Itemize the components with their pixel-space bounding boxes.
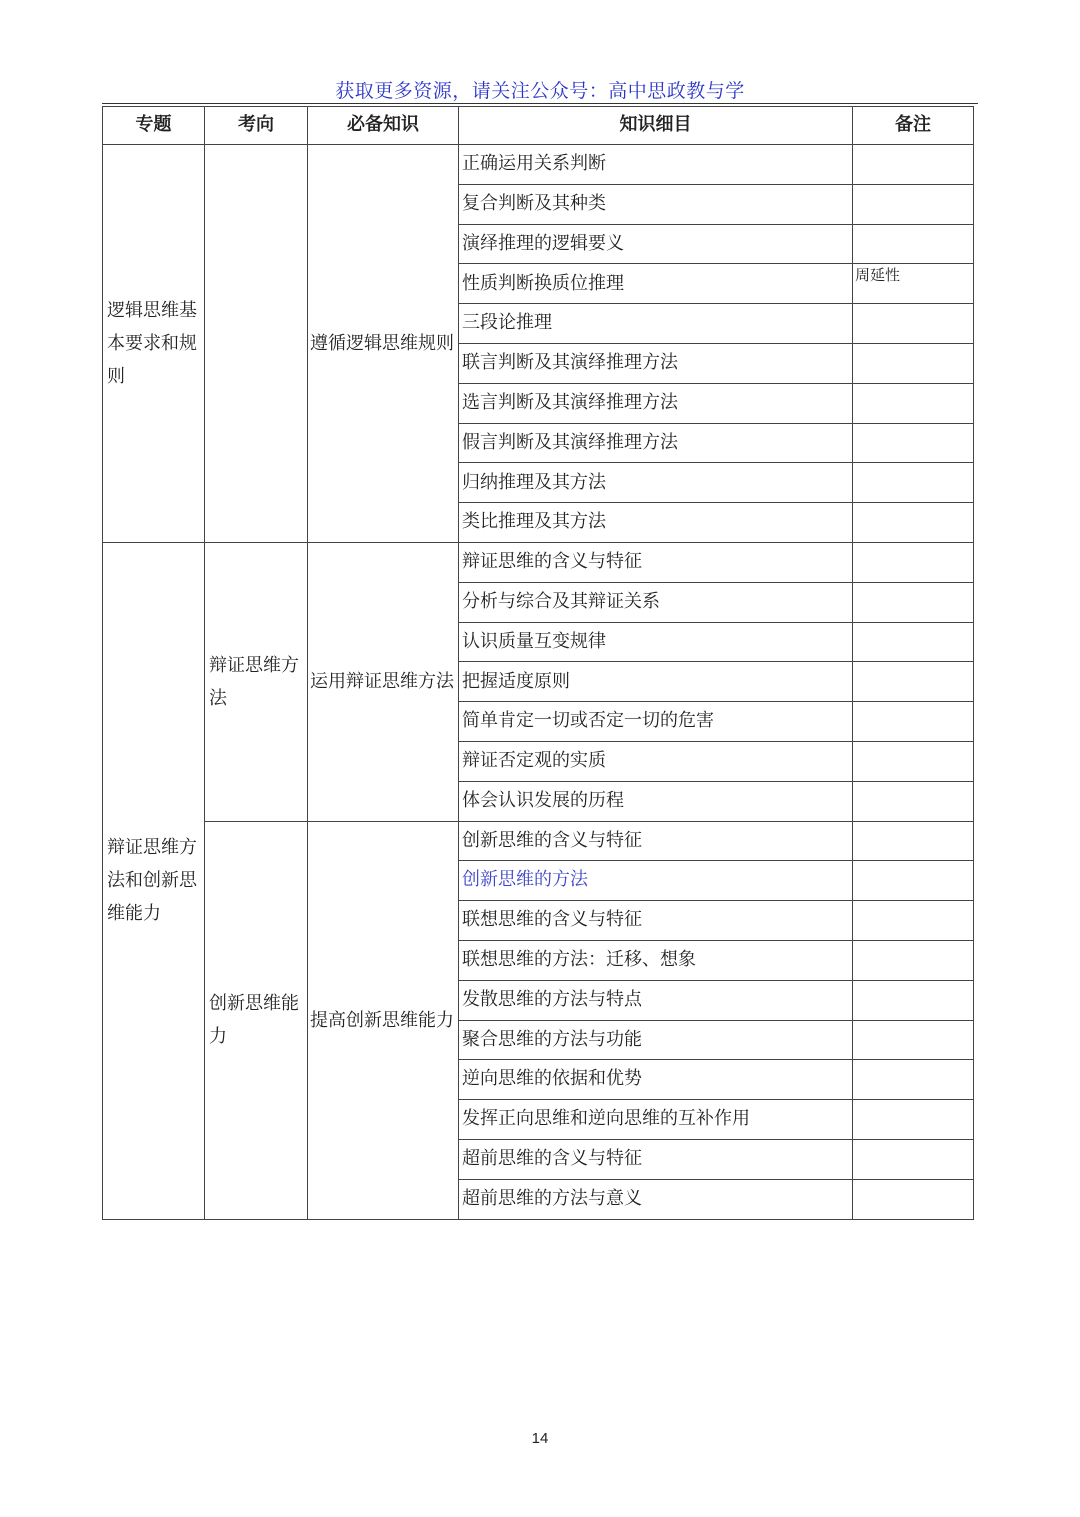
detail-cell: 三段论推理 — [459, 304, 853, 344]
detail-cell: 发散思维的方法与特点 — [459, 980, 853, 1020]
header-divider — [102, 103, 978, 104]
detail-cell: 联想思维的方法：迁移、想象 — [459, 940, 853, 980]
detail-cell: 超前思维的含义与特征 — [459, 1139, 853, 1179]
table-header-row — [103, 107, 974, 145]
note-cell — [853, 343, 974, 383]
knowledge-cell-innovation: 提高创新思维能力 — [308, 821, 459, 1219]
knowledge-table — [102, 106, 974, 1220]
note-cell — [853, 463, 974, 503]
note-cell — [853, 980, 974, 1020]
table-row — [103, 145, 974, 185]
detail-cell: 复合判断及其种类 — [459, 184, 853, 224]
knowledge-cell-dialectic: 运用辩证思维方法 — [308, 542, 459, 821]
note-cell — [853, 702, 974, 742]
detail-cell: 简单肯定一切或否定一切的危害 — [459, 702, 853, 742]
note-cell — [853, 940, 974, 980]
topic-cell-dialectic-innovation: 辩证思维方法和创新思维能力 — [103, 542, 205, 1219]
detail-cell: 演绎推理的逻辑要义 — [459, 224, 853, 264]
note-cell — [853, 423, 974, 463]
note-cell — [853, 1179, 974, 1219]
column-header-knowledge: 必备知识 — [308, 107, 459, 145]
detail-cell: 联想思维的含义与特征 — [459, 901, 853, 941]
note-cell-zhouyanxing: 周延性 — [853, 264, 974, 304]
note-cell — [853, 542, 974, 582]
header-notice: 获取更多资源，请关注公众号：高中思政教与学 — [335, 80, 745, 102]
knowledge-cell-logic: 遵循逻辑思维规则 — [308, 145, 459, 543]
note-cell — [853, 304, 974, 344]
direction-cell-logic — [205, 145, 308, 543]
detail-cell: 选言判断及其演绎推理方法 — [459, 383, 853, 423]
column-header-direction: 考向 — [205, 107, 308, 145]
detail-cell: 类比推理及其方法 — [459, 503, 853, 543]
detail-cell: 辩证思维的含义与特征 — [459, 542, 853, 582]
page-number: 14 — [531, 1430, 549, 1447]
column-header-detail: 知识细目 — [459, 107, 853, 145]
note-cell — [853, 383, 974, 423]
detail-cell: 假言判断及其演绎推理方法 — [459, 423, 853, 463]
direction-cell-innovation: 创新思维能力 — [205, 821, 308, 1219]
note-cell — [853, 1139, 974, 1179]
note-cell — [853, 821, 974, 861]
note-cell — [853, 582, 974, 622]
detail-cell: 分析与综合及其辩证关系 — [459, 582, 853, 622]
column-header-topic: 专题 — [103, 107, 205, 145]
detail-cell: 联言判断及其演绎推理方法 — [459, 343, 853, 383]
note-cell — [853, 145, 974, 185]
detail-cell: 体会认识发展的历程 — [459, 781, 853, 821]
note-cell — [853, 1100, 974, 1140]
note-cell — [853, 184, 974, 224]
detail-cell: 辩证否定观的实质 — [459, 741, 853, 781]
note-cell — [853, 861, 974, 901]
detail-cell: 超前思维的方法与意义 — [459, 1179, 853, 1219]
detail-cell: 认识质量互变规律 — [459, 622, 853, 662]
column-header-note: 备注 — [853, 107, 974, 145]
detail-cell-highlighted: 创新思维的方法 — [459, 861, 853, 901]
detail-cell: 正确运用关系判断 — [459, 145, 853, 185]
note-cell — [853, 622, 974, 662]
detail-cell: 归纳推理及其方法 — [459, 463, 853, 503]
note-cell — [853, 224, 974, 264]
note-cell — [853, 1060, 974, 1100]
note-cell — [853, 901, 974, 941]
note-cell — [853, 781, 974, 821]
note-cell — [853, 662, 974, 702]
detail-cell: 创新思维的含义与特征 — [459, 821, 853, 861]
note-cell — [853, 503, 974, 543]
table-row — [103, 542, 974, 582]
detail-cell: 聚合思维的方法与功能 — [459, 1020, 853, 1060]
table-row — [103, 821, 974, 861]
note-cell — [853, 741, 974, 781]
detail-cell: 性质判断换质位推理 — [459, 264, 853, 304]
detail-cell: 发挥正向思维和逆向思维的互补作用 — [459, 1100, 853, 1140]
direction-cell-dialectic: 辩证思维方法 — [205, 542, 308, 821]
detail-cell: 逆向思维的依据和优势 — [459, 1060, 853, 1100]
detail-cell: 把握适度原则 — [459, 662, 853, 702]
note-cell — [853, 1020, 974, 1060]
topic-cell-logic: 逻辑思维基本要求和规则 — [103, 145, 205, 543]
